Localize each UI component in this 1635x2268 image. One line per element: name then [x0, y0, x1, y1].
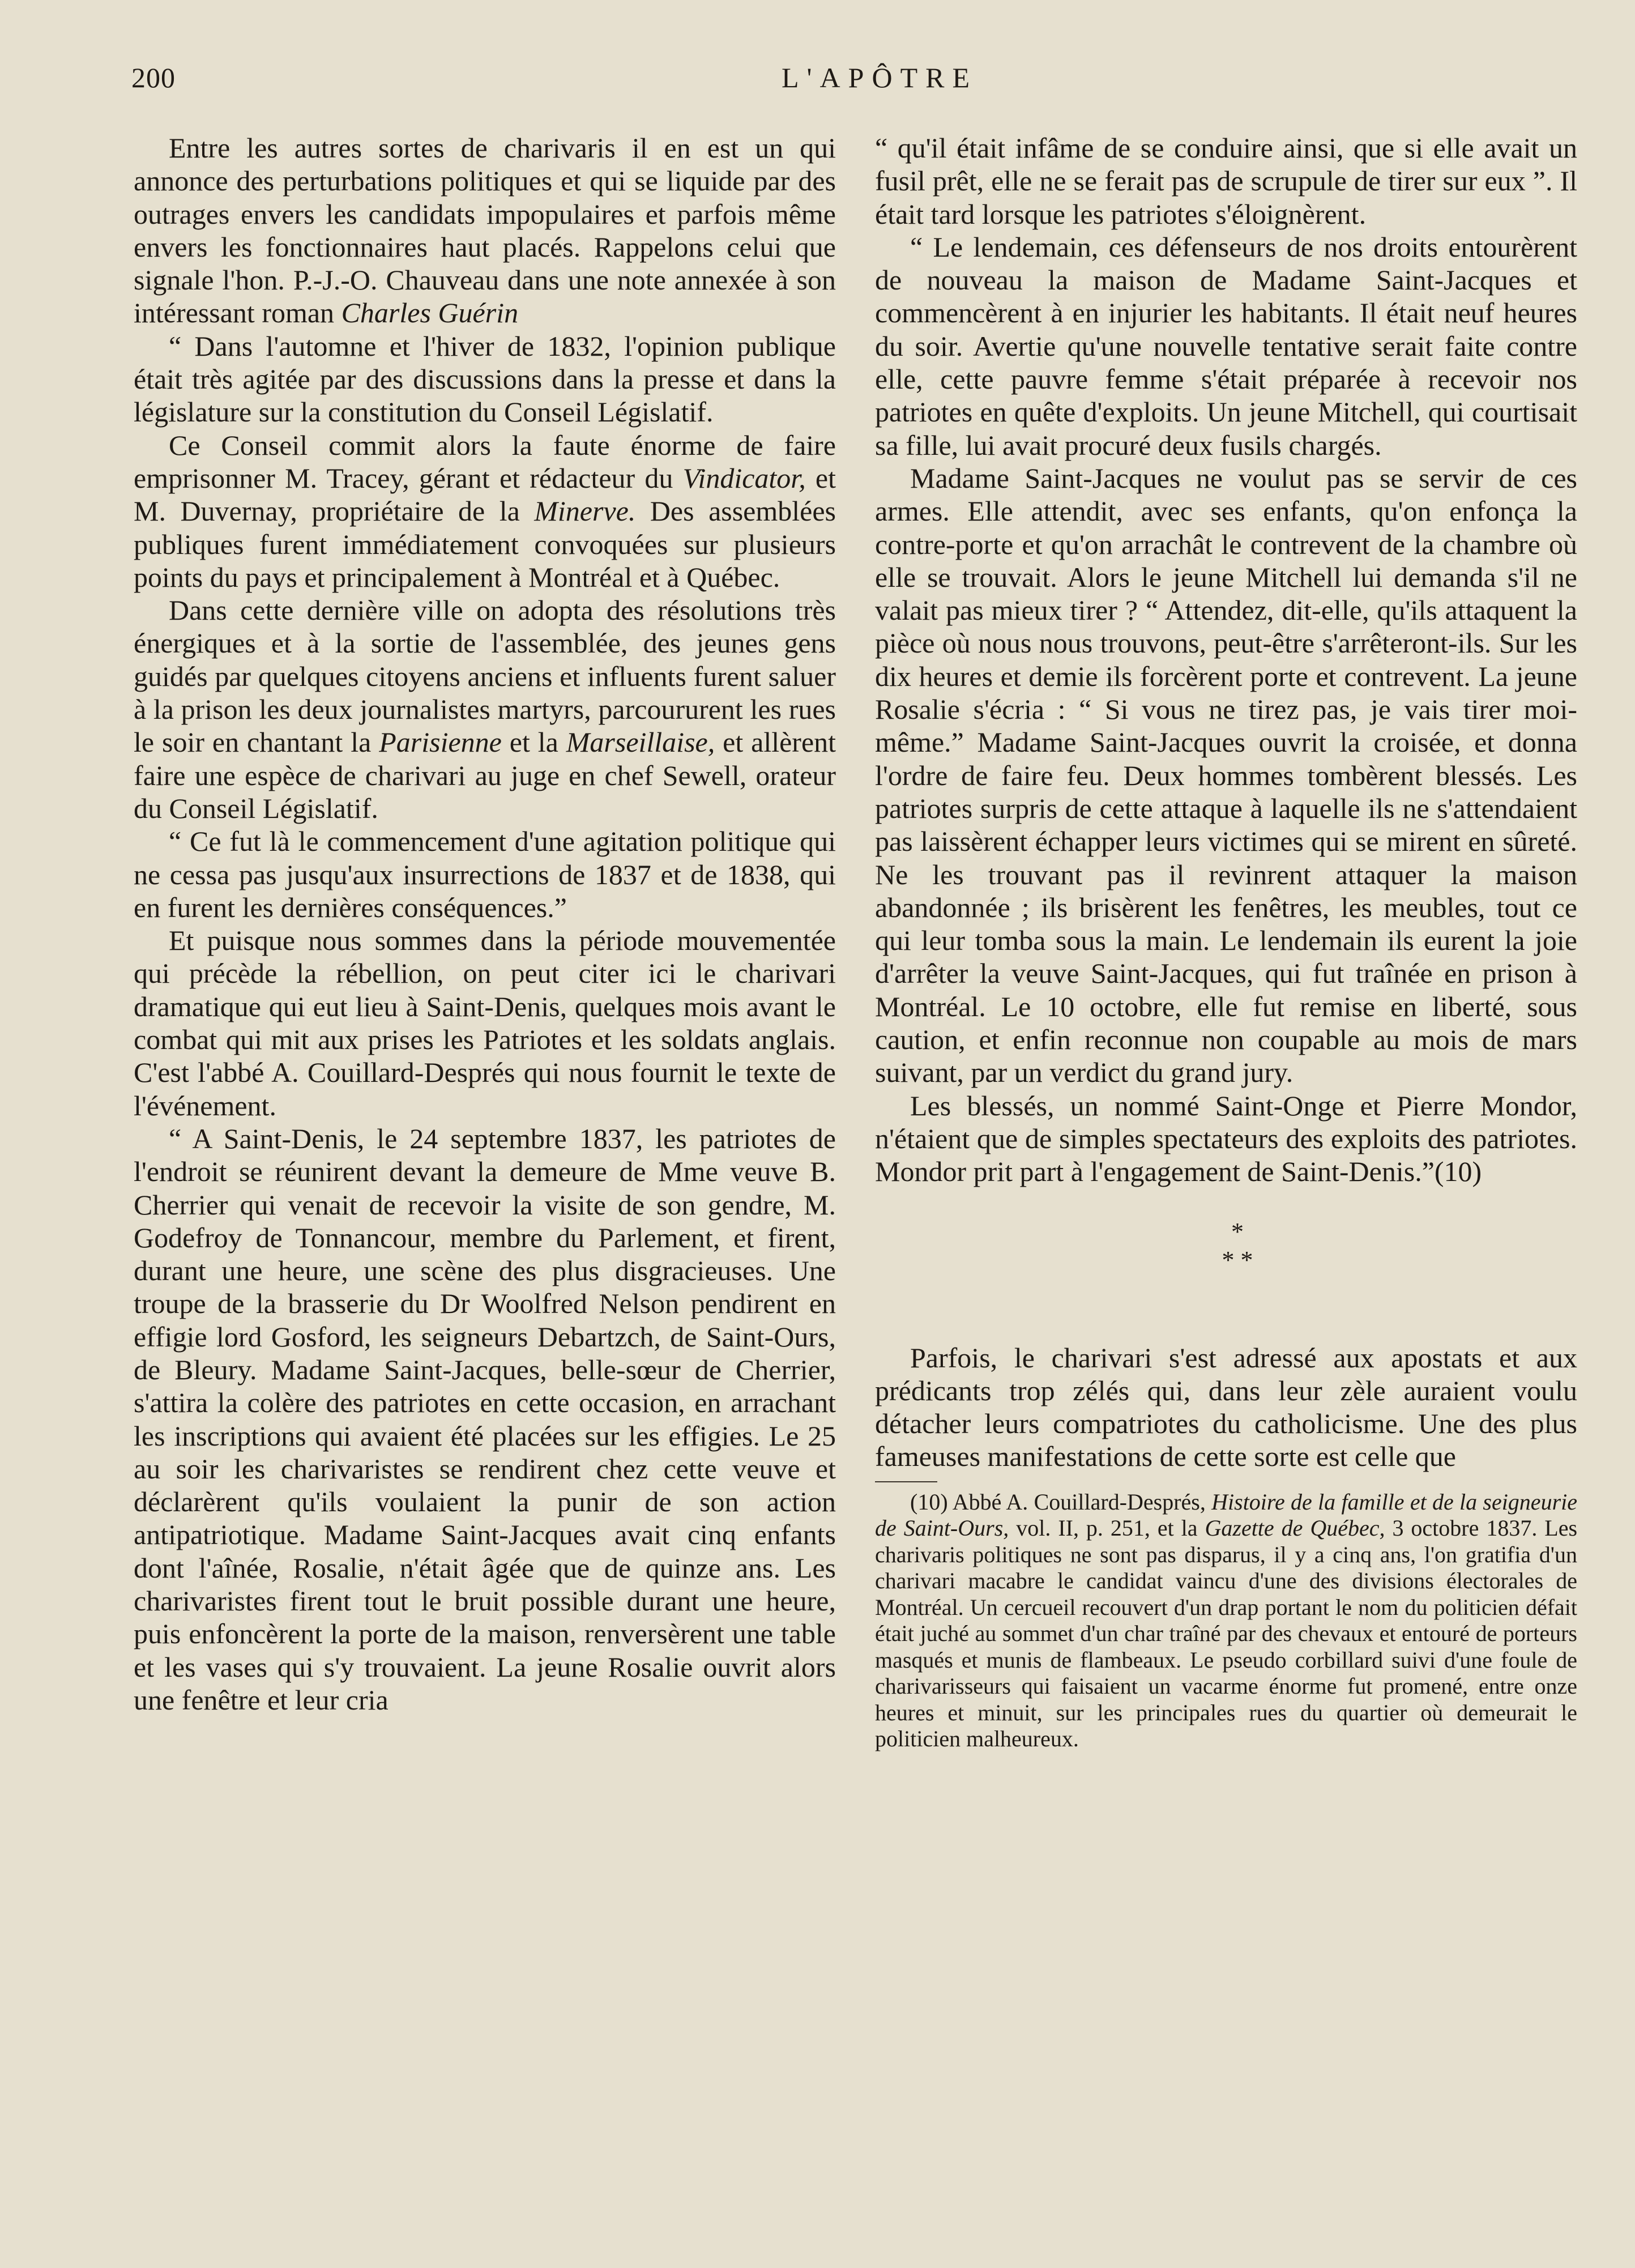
italic-title: Charles Guérin — [341, 297, 519, 329]
paragraph: “ qu'il était infâme de se conduire ainsi, que si elle avait un fusil prêt, elle ne se ferait pas de scrupule de tirer sur eux ”. Il était tard lorsque les patriotes s'éloignèrent. — [875, 132, 1577, 230]
right-column — [875, 131, 1577, 1753]
footnote: (10) Abbé A. Couillard-Després, Histoire de la famille et de la seigneurie de Saint-Ours, vol. II, p. 251, et la Gazette de Québec, 3 octobre 1837. Les charivaris politiques ne sont pas disparus, il y a cinq ans, l'on gratifia d'un charivari macabre le candidat vaincu d'une des divisions électorales de Montréal. Un cercueil recouvert d'un drap portant le nom du politicien défait était juché au sommet d'un char traîné par des chevaux et entouré de porteurs masqués et munis de flambeaux. Le pseudo corbillard suivi d'une foule de charivarisseurs qui faisaient un vacarme énorme fut promené, entre onze heures et minuit, sur les principales rues du quartier où demeurait le politicien malheureux. — [875, 1489, 1578, 1752]
footnote-divider — [875, 1481, 937, 1482]
italic-title: Parisienne — [379, 726, 502, 758]
italic-title: Vindicator, — [682, 462, 806, 494]
italic-title: Gazette de Québec, — [1205, 1515, 1385, 1541]
paragraph: Madame Saint-Jacques ne voulut pas se servir de ces armes. Elle attendit, avec ses enfants, qu'on enfonça la contre-porte et qu'on arrachât le contrevent de la chambre où elle se trouvait. Alors le jeune Mitchell lui demanda s'il ne valait pas mieux tirer ? “ Attendez, dit-elle, qu'ils attaquent la pièce où nous nous trouvons, peut-être s'arrêteront-ils. Sur les dix heures et demie ils forcèrent porte et contrevent. La jeune Rosalie s'écria : “ Si vous ne tirez pas, je vais tirer moi-même.” Madame Saint-Jacques ouvrit la croisée, et donna l'ordre de faire feu. Deux hommes tombèrent blessés. Les patriotes surpris de cette attaque à laquelle ils ne s'attendaient pas laissèrent échapper leurs victimes qui se mirent en sûreté. Ne les trouvant pas il revinrent attaquer la maison abandonnée ; ils brisèrent les fenêtres, les meubles, tout ce qui leur tomba sous la main. Le lendemain ils eurent la joie d'arrêter la veuve Saint-Jacques, qui fut traînée en prison à Montréal. Le 10 octobre, elle fut remise en liberté, sous caution, et enfin reconnue non coupable au mois de mars suivant, par un verdict du grand jury. — [875, 462, 1577, 1089]
section-separator — [875, 1218, 1577, 1274]
paragraph: Les blessés, un nommé Saint-Onge et Pierre Mondor, n'étaient que de simples spectateurs des exploits des patriotes. Mondor prit part à l'engagement de Saint-Denis.”(10) — [875, 1089, 1577, 1188]
paragraph: Parfois, le charivari s'est adressé aux apostats et aux prédicants trop zélés qui, dans leur zèle auraient voulu détacher leurs compatriotes du catholicisme. Une des plus fameuses manifestations de cette sorte est celle que — [875, 1341, 1577, 1473]
left-column — [134, 131, 836, 1716]
paragraph: Et puisque nous sommes dans la période mouvementée qui précède la rébellion, on peut citer ici le charivari dramatique qui eut lieu à Saint-Denis, quelques mois avant le combat qui mit aux prises les Patriotes et les soldats anglais. C'est l'abbé A. Couillard-Després qui nous fournit le texte de l'événement. — [134, 924, 836, 1122]
paragraph: “ Ce fut là le commencement d'une agitation politique qui ne cessa pas jusqu'aux insurrections de 1837 et de 1838, qui en furent les dernières conséquences.” — [134, 825, 836, 923]
paragraph: “ A Saint-Denis, le 24 septembre 1837, les patriotes de l'endroit se réunirent devant la demeure de Mme veuve B. Cherrier qui venait de recevoir la visite de son gendre, M. Godefroy de Tonnancour, membre du Parlement, et firent, durant une heure, une scène des plus disgracieuses. Une troupe de la brasserie du Dr Woolfred Nelson pendirent en effigie lord Gosford, les seigneurs Debartzch, de Saint-Ours, de Bleury. Madame Saint-Jacques, belle-sœur de Cherrier, s'attira la colère des patriotes en cette occasion, en arrachant les inscriptions qui avaient été placées sur les effigies. Le 25 au soir les charivaristes se rendirent chez cette veuve et déclarèrent qu'ils voulaient la punir de son action antipatriotique. Madame Saint-Jacques avait cinq enfants dont l'aînée, Rosalie, n'était âgée que de quinze ans. Les charivaristes firent tout le bruit possible durant une heure, puis enfoncèrent la porte de la maison, renversèrent une table et les vases qui s'y trouvaient. La jeune Rosalie ouvrit alors une fenêtre et leur cria — [134, 1122, 836, 1716]
paragraph: Entre les autres sortes de charivaris il en est un qui annonce des perturbations politiques et qui se liquide par des outrages envers les candidats impopulaires et parfois même envers les fonctionnaires haut placés. Rappelons celui que signale l'hon. P.-J.-O. Chauveau dans une note annexée à son intéressant roman Charles Guérin — [134, 132, 836, 329]
running-head: L'APÔTRE — [782, 62, 978, 93]
italic-title: Marseillaise, — [566, 726, 715, 758]
paragraph: Dans cette dernière ville on adopta des résolutions très énergiques et à la sortie de l'assemblée, des jeunes gens guidés par quelques citoyens anciens et influents furent saluer à la prison les deux journalistes martyrs, parcoururent les rues le soir en chantant la Parisienne et la Marseillaise, et allèrent faire une espèce de charivari au juge en chef Sewell, orateur du Conseil Législatif. — [134, 594, 836, 824]
paragraph: Ce Conseil commit alors la faute énorme de faire emprisonner M. Tracey, gérant et rédacteur du Vindicator, et M. Duvernay, propriétaire de la Minerve. Des assemblées publiques furent immédiatement convoquées sur plusieurs points du pays et principalement à Montréal et à Québec. — [134, 429, 836, 593]
italic-title: Minerve. — [534, 495, 636, 527]
separator-stars: * * — [1222, 1246, 1253, 1274]
paragraph: “ Dans l'automne et l'hiver de 1832, l'opinion publique était très agitée par des discussions dans la presse et dans la législature sur la constitution du Conseil Législatif. — [134, 330, 836, 428]
page-number: 200 — [131, 62, 176, 93]
separator-star: * — [1231, 1217, 1244, 1246]
italic-title: Histoire de la famille et de la seigneurie de Saint-Ours, — [875, 1489, 1577, 1541]
paragraph: “ Le lendemain, ces défenseurs de nos droits entourèrent de nouveau la maison de Madame Saint-Jacques et commencèrent à en injurier les habitants. Il était neuf heures du soir. Avertie qu'une nouvelle tentative serait faite contre elle, cette pauvre femme s'était préparée à recevoir nos patriotes en quête d'exploits. Un jeune Mitchell, qui courtisait sa fille, lui avait procuré deux fusils chargés. — [875, 231, 1577, 461]
